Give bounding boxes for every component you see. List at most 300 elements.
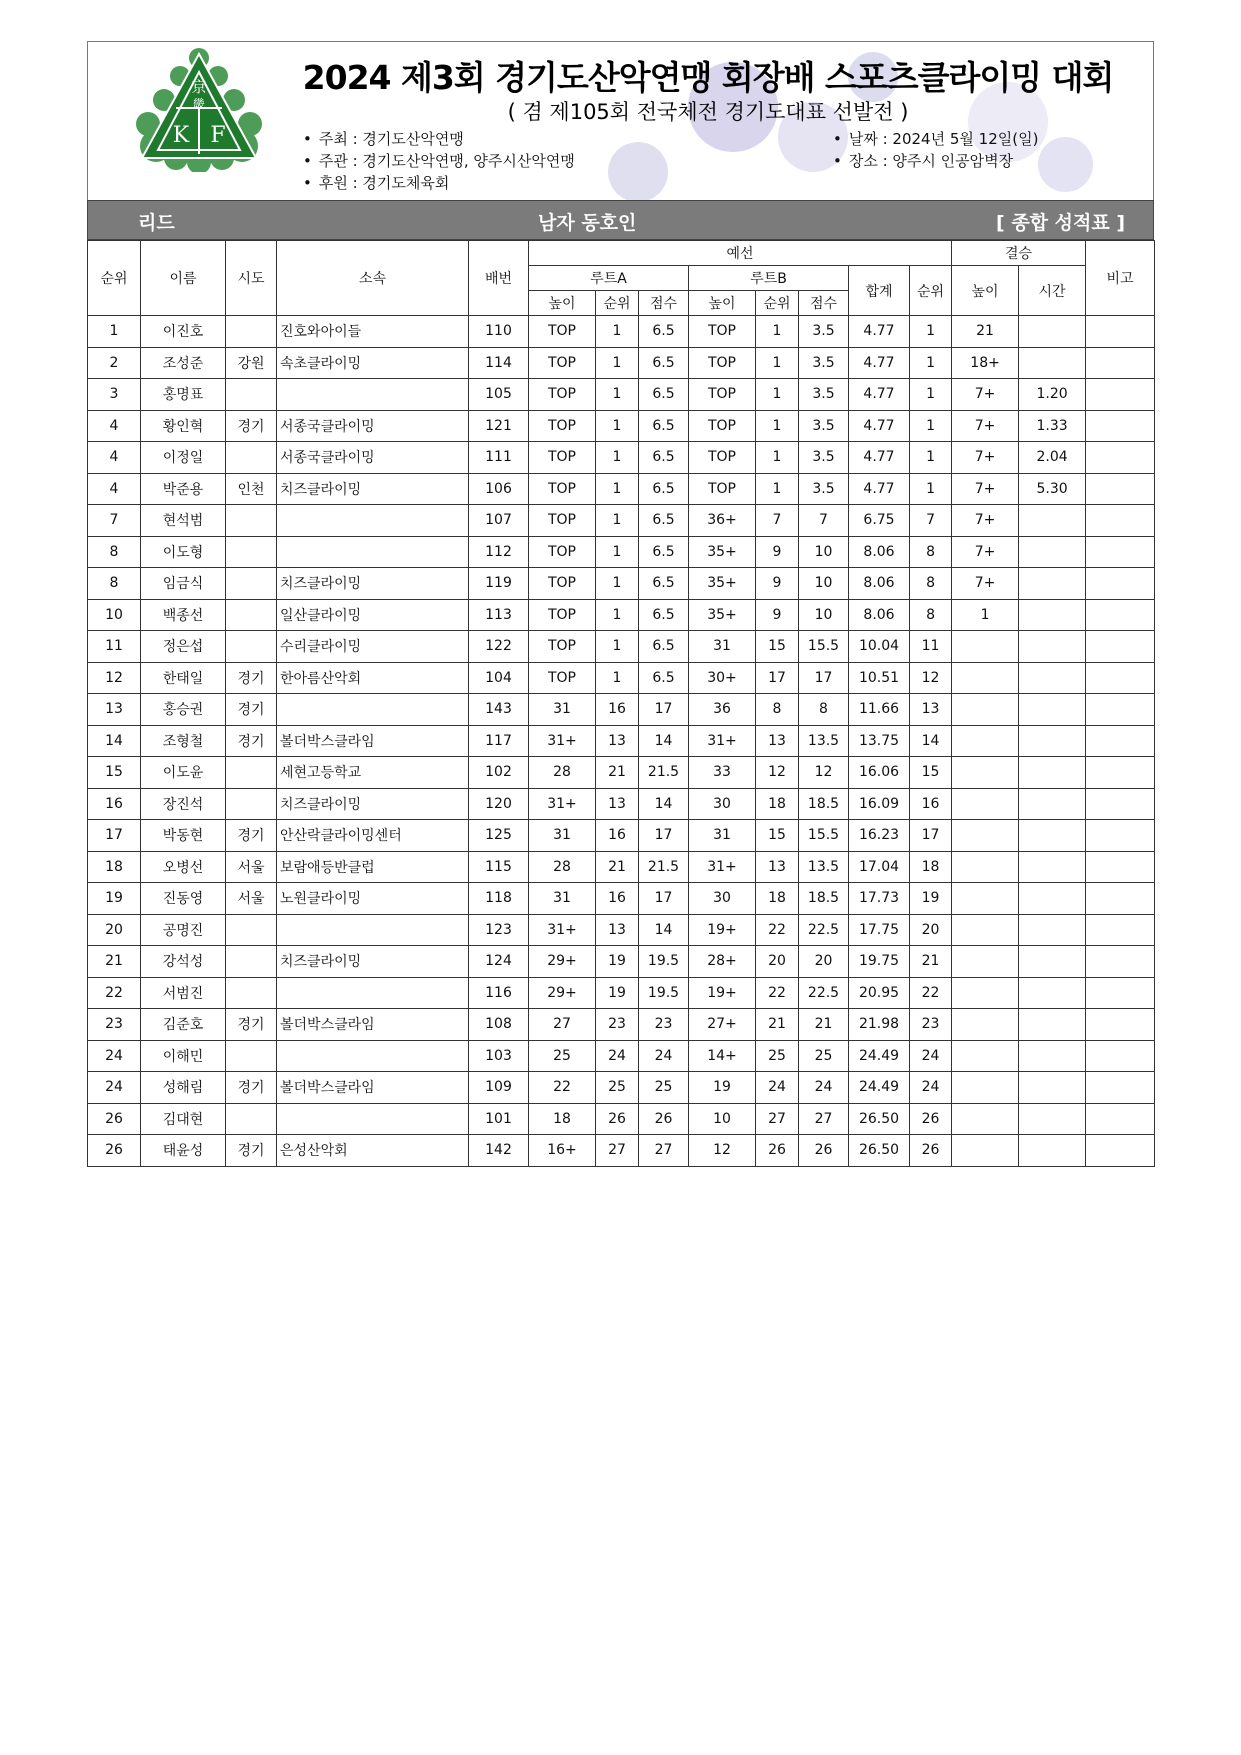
- cell-route-b-height: 31: [689, 631, 756, 663]
- cell-route-a-height: 16+: [529, 1135, 596, 1167]
- cell-route-a-points: 19.5: [639, 946, 689, 978]
- header-qualification: 예선: [529, 241, 952, 266]
- cell-name: 진동영: [141, 883, 226, 915]
- cell-route-b-height: 30+: [689, 662, 756, 694]
- cell-name: 장진석: [141, 788, 226, 820]
- cell-qual-rank: 22: [910, 977, 952, 1009]
- cell-region: [226, 536, 277, 568]
- table-body: [88, 316, 1155, 1167]
- cell-region: [226, 1040, 277, 1072]
- cell-final-time: [1019, 977, 1086, 1009]
- event-info-left: [303, 128, 575, 194]
- cell-total: 8.06: [849, 536, 910, 568]
- cell-final-time: [1019, 662, 1086, 694]
- cell-rank: 20: [88, 914, 141, 946]
- cell-final-height: [952, 820, 1019, 852]
- cell-region: [226, 788, 277, 820]
- header-remarks: 비고: [1086, 241, 1155, 316]
- cell-name: 이도형: [141, 536, 226, 568]
- cell-route-b-rank: 26: [756, 1135, 799, 1167]
- cell-route-a-height: TOP: [529, 316, 596, 348]
- cell-region: [226, 599, 277, 631]
- cell-final-time: [1019, 1072, 1086, 1104]
- cell-final-height: 21: [952, 316, 1019, 348]
- cell-club: 보람애등반클럽: [277, 851, 469, 883]
- cell-qual-rank: 8: [910, 599, 952, 631]
- cell-final-height: 7+: [952, 505, 1019, 537]
- cell-route-b-height: 19+: [689, 914, 756, 946]
- cell-remarks: [1086, 1009, 1155, 1041]
- cell-rank: 11: [88, 631, 141, 663]
- cell-final-height: [952, 1040, 1019, 1072]
- cell-final-time: [1019, 536, 1086, 568]
- cell-bib: 115: [469, 851, 529, 883]
- cell-total: 16.23: [849, 820, 910, 852]
- cell-route-a-height: 31: [529, 820, 596, 852]
- cell-route-a-rank: 1: [596, 662, 639, 694]
- cell-route-b-height: 19+: [689, 977, 756, 1009]
- cell-route-a-rank: 13: [596, 725, 639, 757]
- sponsor-line: • 후원 : 경기도체육회: [303, 172, 575, 194]
- cell-qual-rank: 1: [910, 473, 952, 505]
- cell-qual-rank: 12: [910, 662, 952, 694]
- cell-route-a-rank: 1: [596, 379, 639, 411]
- cell-name: 강석성: [141, 946, 226, 978]
- organizer-line: • 주최 : 경기도산악연맹: [303, 128, 575, 150]
- cell-route-b-rank: 27: [756, 1103, 799, 1135]
- cell-route-a-points: 17: [639, 694, 689, 726]
- cell-remarks: [1086, 662, 1155, 694]
- cell-total: 4.77: [849, 347, 910, 379]
- cell-route-b-points: 17: [799, 662, 849, 694]
- cell-rank: 1: [88, 316, 141, 348]
- cell-route-a-rank: 1: [596, 505, 639, 537]
- cell-final-height: 7+: [952, 568, 1019, 600]
- cell-route-a-points: 6.5: [639, 442, 689, 474]
- cell-route-a-rank: 16: [596, 694, 639, 726]
- cell-bib: 106: [469, 473, 529, 505]
- cell-final-time: 1.20: [1019, 379, 1086, 411]
- cell-remarks: [1086, 946, 1155, 978]
- cell-qual-rank: 13: [910, 694, 952, 726]
- table-row: [88, 410, 1155, 442]
- cell-route-a-points: 17: [639, 820, 689, 852]
- cell-name: 김준호: [141, 1009, 226, 1041]
- cell-route-a-rank: 13: [596, 788, 639, 820]
- cell-qual-rank: 26: [910, 1103, 952, 1135]
- cell-qual-rank: 17: [910, 820, 952, 852]
- cell-name: 한태일: [141, 662, 226, 694]
- cell-route-a-height: 31: [529, 883, 596, 915]
- cell-route-a-rank: 1: [596, 631, 639, 663]
- document-subtitle: ( 겸 제105회 전국체전 경기도대표 선발전 ): [507, 100, 909, 124]
- cell-route-a-height: 31+: [529, 788, 596, 820]
- cell-bib: 118: [469, 883, 529, 915]
- cell-remarks: [1086, 694, 1155, 726]
- results-sheet: [87, 41, 1154, 1167]
- cell-route-a-rank: 26: [596, 1103, 639, 1135]
- cell-route-b-height: 30: [689, 883, 756, 915]
- cell-qual-rank: 14: [910, 725, 952, 757]
- cell-final-time: [1019, 599, 1086, 631]
- cell-region: 경기: [226, 1009, 277, 1041]
- cell-route-a-height: TOP: [529, 410, 596, 442]
- cell-final-height: [952, 1072, 1019, 1104]
- cell-remarks: [1086, 631, 1155, 663]
- cell-total: 4.77: [849, 442, 910, 474]
- cell-qual-rank: 8: [910, 568, 952, 600]
- cell-route-b-height: 12: [689, 1135, 756, 1167]
- cell-club: 치즈클라이밍: [277, 473, 469, 505]
- cell-qual-rank: 15: [910, 757, 952, 789]
- cell-club: [277, 1040, 469, 1072]
- cell-route-a-rank: 24: [596, 1040, 639, 1072]
- cell-route-a-rank: 23: [596, 1009, 639, 1041]
- cell-route-a-points: 6.5: [639, 347, 689, 379]
- cell-route-a-points: 6.5: [639, 316, 689, 348]
- cell-total: 16.09: [849, 788, 910, 820]
- cell-club: [277, 505, 469, 537]
- cell-rank: 17: [88, 820, 141, 852]
- cell-qual-rank: 1: [910, 442, 952, 474]
- cell-club: [277, 914, 469, 946]
- cell-final-height: [952, 662, 1019, 694]
- cell-remarks: [1086, 1040, 1155, 1072]
- header-a-rank: 순위: [596, 291, 639, 316]
- cell-route-b-rank: 8: [756, 694, 799, 726]
- cell-bib: 125: [469, 820, 529, 852]
- cell-club: 볼더박스클라임: [277, 1072, 469, 1104]
- cell-route-b-height: TOP: [689, 316, 756, 348]
- cell-route-a-rank: 1: [596, 347, 639, 379]
- cell-final-time: 1.33: [1019, 410, 1086, 442]
- header-b-rank: 순위: [756, 291, 799, 316]
- cell-final-height: [952, 1103, 1019, 1135]
- cell-final-time: [1019, 694, 1086, 726]
- cell-final-time: [1019, 725, 1086, 757]
- venue-line: • 장소 : 양주시 인공암벽장: [833, 150, 1038, 172]
- cell-total: 4.77: [849, 379, 910, 411]
- cell-remarks: [1086, 757, 1155, 789]
- cell-bib: 108: [469, 1009, 529, 1041]
- cell-route-b-height: 35+: [689, 568, 756, 600]
- cell-route-b-points: 18.5: [799, 788, 849, 820]
- logo-char-top: 京: [191, 78, 207, 96]
- cell-route-a-rank: 19: [596, 946, 639, 978]
- cell-route-b-points: 21: [799, 1009, 849, 1041]
- cell-qual-rank: 1: [910, 316, 952, 348]
- cell-route-b-points: 26: [799, 1135, 849, 1167]
- header-qual-rank: 순위: [910, 266, 952, 316]
- table-row: [88, 977, 1155, 1009]
- cell-route-b-rank: 7: [756, 505, 799, 537]
- cell-bib: 109: [469, 1072, 529, 1104]
- cell-route-b-points: 3.5: [799, 442, 849, 474]
- cell-rank: 24: [88, 1072, 141, 1104]
- cell-route-b-rank: 1: [756, 473, 799, 505]
- cell-final-time: [1019, 631, 1086, 663]
- cell-route-a-points: 6.5: [639, 505, 689, 537]
- table-row: [88, 505, 1155, 537]
- cell-final-time: [1019, 914, 1086, 946]
- cell-remarks: [1086, 568, 1155, 600]
- cell-route-b-rank: 13: [756, 725, 799, 757]
- cell-total: 24.49: [849, 1072, 910, 1104]
- cell-final-time: [1019, 788, 1086, 820]
- category-label: 남자 동호인: [538, 212, 637, 234]
- cell-final-height: 7+: [952, 536, 1019, 568]
- cell-route-b-points: 7: [799, 505, 849, 537]
- cell-qual-rank: 18: [910, 851, 952, 883]
- cell-bib: 101: [469, 1103, 529, 1135]
- cell-final-height: [952, 694, 1019, 726]
- cell-name: 이도윤: [141, 757, 226, 789]
- cell-route-a-height: TOP: [529, 599, 596, 631]
- cell-total: 4.77: [849, 473, 910, 505]
- cell-rank: 26: [88, 1135, 141, 1167]
- cell-route-a-points: 6.5: [639, 536, 689, 568]
- cell-bib: 114: [469, 347, 529, 379]
- cell-bib: 143: [469, 694, 529, 726]
- cell-bib: 121: [469, 410, 529, 442]
- cell-total: 8.06: [849, 599, 910, 631]
- cell-route-a-points: 14: [639, 788, 689, 820]
- cell-final-height: 18+: [952, 347, 1019, 379]
- cell-route-a-points: 21.5: [639, 851, 689, 883]
- cell-region: [226, 914, 277, 946]
- cell-route-a-points: 6.5: [639, 379, 689, 411]
- cell-bib: 116: [469, 977, 529, 1009]
- cell-route-a-points: 21.5: [639, 757, 689, 789]
- cell-region: [226, 379, 277, 411]
- cell-route-b-points: 3.5: [799, 473, 849, 505]
- cell-route-a-height: 29+: [529, 946, 596, 978]
- cell-final-time: [1019, 1135, 1086, 1167]
- cell-remarks: [1086, 316, 1155, 348]
- cell-total: 26.50: [849, 1135, 910, 1167]
- cell-route-b-points: 10: [799, 599, 849, 631]
- cell-route-a-height: 28: [529, 851, 596, 883]
- header-final-height: 높이: [952, 266, 1019, 316]
- cell-name: 성해림: [141, 1072, 226, 1104]
- cell-total: 10.51: [849, 662, 910, 694]
- cell-qual-rank: 1: [910, 379, 952, 411]
- table-row: [88, 1009, 1155, 1041]
- cell-rank: 8: [88, 568, 141, 600]
- cell-route-a-rank: 21: [596, 851, 639, 883]
- cell-final-height: [952, 946, 1019, 978]
- header-name: 이름: [141, 241, 226, 316]
- header-club: 소속: [277, 241, 469, 316]
- cell-total: 17.73: [849, 883, 910, 915]
- cell-club: 세현고등학교: [277, 757, 469, 789]
- table-row: [88, 631, 1155, 663]
- cell-club: 노원클라이밍: [277, 883, 469, 915]
- cell-club: 은성산악회: [277, 1135, 469, 1167]
- cell-route-b-rank: 24: [756, 1072, 799, 1104]
- cell-total: 19.75: [849, 946, 910, 978]
- cell-route-b-rank: 1: [756, 410, 799, 442]
- cell-region: [226, 442, 277, 474]
- logo-char-mid: 畿: [192, 97, 206, 111]
- cell-route-b-height: 31+: [689, 851, 756, 883]
- cell-club: 속초클라이밍: [277, 347, 469, 379]
- cell-route-b-height: 31+: [689, 725, 756, 757]
- cell-route-b-rank: 9: [756, 536, 799, 568]
- table-row: [88, 694, 1155, 726]
- cell-region: [226, 757, 277, 789]
- cell-route-b-points: 13.5: [799, 725, 849, 757]
- cell-route-a-height: 31: [529, 694, 596, 726]
- cell-route-b-height: TOP: [689, 347, 756, 379]
- header-final: 결승: [952, 241, 1086, 266]
- table-row: [88, 662, 1155, 694]
- cell-bib: 107: [469, 505, 529, 537]
- event-info-right: [833, 128, 1038, 172]
- cell-total: 20.95: [849, 977, 910, 1009]
- cell-route-a-points: 14: [639, 725, 689, 757]
- cell-region: 경기: [226, 410, 277, 442]
- cell-final-time: 5.30: [1019, 473, 1086, 505]
- cell-rank: 4: [88, 473, 141, 505]
- cell-route-a-rank: 19: [596, 977, 639, 1009]
- cell-total: 4.77: [849, 316, 910, 348]
- cell-final-time: 2.04: [1019, 442, 1086, 474]
- cell-route-b-rank: 21: [756, 1009, 799, 1041]
- cell-route-b-height: 28+: [689, 946, 756, 978]
- cell-route-b-points: 22.5: [799, 977, 849, 1009]
- cell-final-height: 1: [952, 599, 1019, 631]
- cell-club: 치즈클라이밍: [277, 788, 469, 820]
- cell-route-a-height: 22: [529, 1072, 596, 1104]
- cell-route-a-points: 23: [639, 1009, 689, 1041]
- cell-total: 21.98: [849, 1009, 910, 1041]
- cell-club: [277, 536, 469, 568]
- cell-route-b-height: 30: [689, 788, 756, 820]
- cell-rank: 16: [88, 788, 141, 820]
- cell-route-b-rank: 13: [756, 851, 799, 883]
- cell-total: 26.50: [849, 1103, 910, 1135]
- cell-rank: 4: [88, 410, 141, 442]
- cell-qual-rank: 24: [910, 1040, 952, 1072]
- cell-route-b-points: 18.5: [799, 883, 849, 915]
- cell-rank: 14: [88, 725, 141, 757]
- cell-club: 진호와아이들: [277, 316, 469, 348]
- cell-route-b-height: 33: [689, 757, 756, 789]
- cell-rank: 15: [88, 757, 141, 789]
- table-row: [88, 914, 1155, 946]
- cell-route-b-height: 36+: [689, 505, 756, 537]
- cell-bib: 102: [469, 757, 529, 789]
- cell-route-a-rank: 1: [596, 410, 639, 442]
- cell-route-a-height: TOP: [529, 505, 596, 537]
- cell-route-b-height: 35+: [689, 599, 756, 631]
- cell-rank: 7: [88, 505, 141, 537]
- cell-final-time: [1019, 347, 1086, 379]
- cell-bib: 142: [469, 1135, 529, 1167]
- cell-region: [226, 505, 277, 537]
- cell-route-b-height: TOP: [689, 379, 756, 411]
- cell-name: 박동현: [141, 820, 226, 852]
- cell-qual-rank: 16: [910, 788, 952, 820]
- cell-region: 경기: [226, 1072, 277, 1104]
- cell-route-b-points: 3.5: [799, 410, 849, 442]
- table-row: [88, 1135, 1155, 1167]
- cell-route-a-height: 28: [529, 757, 596, 789]
- cell-route-a-points: 6.5: [639, 568, 689, 600]
- cell-final-height: [952, 1135, 1019, 1167]
- cell-name: 황인혁: [141, 410, 226, 442]
- cell-route-b-height: 31: [689, 820, 756, 852]
- cell-route-a-height: TOP: [529, 347, 596, 379]
- cell-route-b-points: 25: [799, 1040, 849, 1072]
- cell-remarks: [1086, 883, 1155, 915]
- background-decoration: [608, 142, 668, 200]
- cell-remarks: [1086, 788, 1155, 820]
- cell-club: 안산락클라이밍센터: [277, 820, 469, 852]
- cell-region: [226, 1103, 277, 1135]
- cell-total: 17.04: [849, 851, 910, 883]
- cell-route-b-rank: 9: [756, 599, 799, 631]
- cell-route-a-rank: 1: [596, 536, 639, 568]
- cell-route-a-points: 19.5: [639, 977, 689, 1009]
- cell-remarks: [1086, 914, 1155, 946]
- table-row: [88, 1040, 1155, 1072]
- cell-route-a-height: 27: [529, 1009, 596, 1041]
- table-row: [88, 347, 1155, 379]
- cell-bib: 120: [469, 788, 529, 820]
- cell-total: 6.75: [849, 505, 910, 537]
- cell-remarks: [1086, 1072, 1155, 1104]
- cell-bib: 104: [469, 662, 529, 694]
- cell-route-a-points: 27: [639, 1135, 689, 1167]
- cell-name: 조성준: [141, 347, 226, 379]
- sheet-type-label: [ 종합 성적표 ]: [996, 212, 1125, 234]
- cell-total: 17.75: [849, 914, 910, 946]
- kf-triangle-logo-icon: [136, 46, 262, 172]
- cell-club: 수리클라이밍: [277, 631, 469, 663]
- cell-route-b-height: TOP: [689, 473, 756, 505]
- cell-route-b-height: TOP: [689, 442, 756, 474]
- cell-route-a-rank: 1: [596, 316, 639, 348]
- cell-route-a-points: 6.5: [639, 631, 689, 663]
- cell-route-a-points: 6.5: [639, 662, 689, 694]
- logo-letter-k: K: [172, 123, 190, 148]
- cell-region: [226, 316, 277, 348]
- cell-name: 이정일: [141, 442, 226, 474]
- cell-name: 백종선: [141, 599, 226, 631]
- cell-club: [277, 1103, 469, 1135]
- cell-club: 볼더박스클라임: [277, 725, 469, 757]
- table-row: [88, 946, 1155, 978]
- cell-route-b-rank: 18: [756, 883, 799, 915]
- table-row: [88, 568, 1155, 600]
- cell-qual-rank: 24: [910, 1072, 952, 1104]
- cell-route-b-rank: 1: [756, 316, 799, 348]
- table-row: [88, 851, 1155, 883]
- cell-name: 이진호: [141, 316, 226, 348]
- cell-name: 현석범: [141, 505, 226, 537]
- cell-name: 김대현: [141, 1103, 226, 1135]
- cell-rank: 3: [88, 379, 141, 411]
- cell-club: 한아름산악회: [277, 662, 469, 694]
- cell-route-b-points: 13.5: [799, 851, 849, 883]
- cell-route-a-height: TOP: [529, 379, 596, 411]
- background-decoration: [1038, 137, 1093, 192]
- cell-route-a-points: 6.5: [639, 599, 689, 631]
- cell-route-b-points: 3.5: [799, 316, 849, 348]
- cell-region: 경기: [226, 694, 277, 726]
